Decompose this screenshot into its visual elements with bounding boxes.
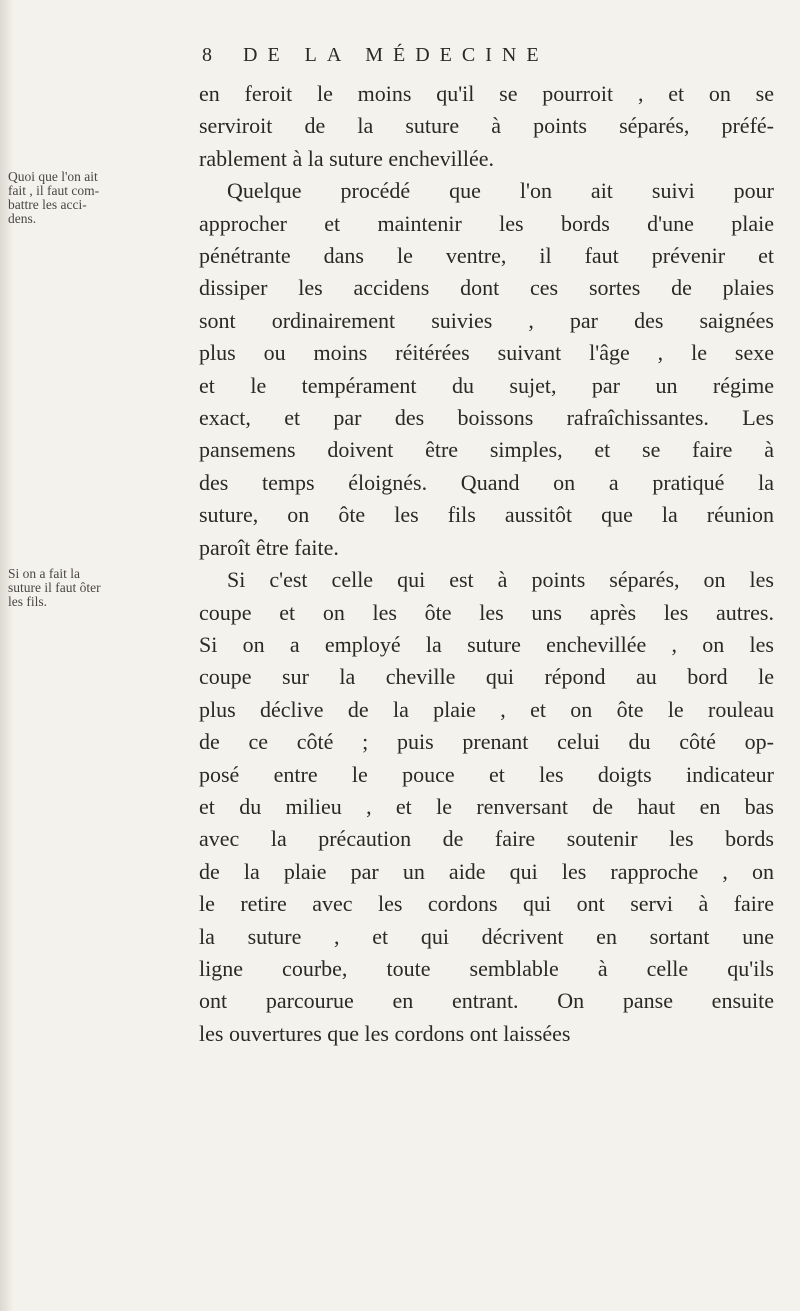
- text-line: approcher et maintenir les bords d'une plaie: [199, 210, 774, 236]
- margin-note-line: les fils.: [8, 594, 47, 609]
- text-line: et du milieu , et le renversant de haut en bas: [199, 793, 774, 819]
- text-line: Quelque procédé que l'on ait suivi pour: [227, 178, 774, 204]
- page-number: 8: [202, 44, 212, 66]
- text-line: paroît être faite.: [199, 534, 339, 560]
- running-title: DE LA MÉDECINE: [243, 44, 549, 66]
- margin-note-line: suture il faut ôter: [8, 580, 101, 595]
- text-line: ligne courbe, toute semblable à celle qu'ils: [199, 955, 774, 981]
- text-line: Si c'est celle qui est à points séparés, on les: [227, 567, 774, 593]
- margin-note-line: Si on a fait la: [8, 566, 80, 581]
- text-line: coupe sur la cheville qui répond au bord le: [199, 664, 774, 690]
- text-line: de ce côté ; puis prenant celui du côté op-: [199, 729, 774, 755]
- text-line: de la plaie par un aide qui les rapproche , on: [199, 858, 774, 884]
- text-line: rablement à la suture enchevillée.: [199, 145, 495, 171]
- text-line: Si on a employé la suture enchevillée , on les: [199, 631, 774, 657]
- text-line: le retire avec les cordons qui ont servi à faire: [199, 891, 774, 917]
- text-line: avec la précaution de faire soutenir les bords: [199, 826, 774, 852]
- text-line: et le tempérament du sujet, par un régime: [199, 372, 774, 398]
- text-line: la suture , et qui décrivent en sortant une: [199, 923, 774, 949]
- margin-note-line: Quoi que l'on ait: [8, 169, 98, 184]
- margin-note-suture: [8, 567, 192, 609]
- text-line: exact, et par des boissons rafraîchissantes. Les: [199, 405, 774, 431]
- text-line: pansemens doivent être simples, et se faire à: [199, 437, 774, 463]
- running-header: [202, 44, 782, 67]
- margin-note-line: fait , il faut com-: [8, 183, 100, 198]
- text-line: des temps éloignés. Quand on a pratiqué la: [199, 469, 774, 495]
- margin-note-line: battre les acci-: [8, 197, 87, 212]
- text-line: plus ou moins réitérées suivant l'âge , le sexe: [199, 340, 774, 366]
- text-line: les ouvertures que les cordons ont laissées: [199, 1020, 571, 1046]
- text-line: pénétrante dans le ventre, il faut prévenir et: [199, 243, 774, 269]
- text-line: ont parcourue en entrant. On panse ensuite: [199, 988, 774, 1014]
- text-line: serviroit de la suture à points séparés, préfé-: [199, 113, 774, 139]
- text-line: plus déclive de la plaie , et on ôte le rouleau: [199, 696, 774, 722]
- body-text: [199, 78, 774, 1050]
- text-line: suture, on ôte les fils aussitôt que la réunion: [199, 502, 774, 528]
- text-line: posé entre le pouce et les doigts indicateur: [199, 761, 774, 787]
- margin-note-line: dens.: [8, 211, 37, 226]
- margin-note-accidents: [8, 170, 192, 226]
- text-line: dissiper les accidens dont ces sortes de plaies: [199, 275, 774, 301]
- text-line: en feroit le moins qu'il se pourroit , et on se: [199, 81, 774, 106]
- text-line: coupe et on les ôte les uns après les autres.: [199, 599, 774, 625]
- text-line: sont ordinairement suivies , par des saignées: [199, 307, 774, 333]
